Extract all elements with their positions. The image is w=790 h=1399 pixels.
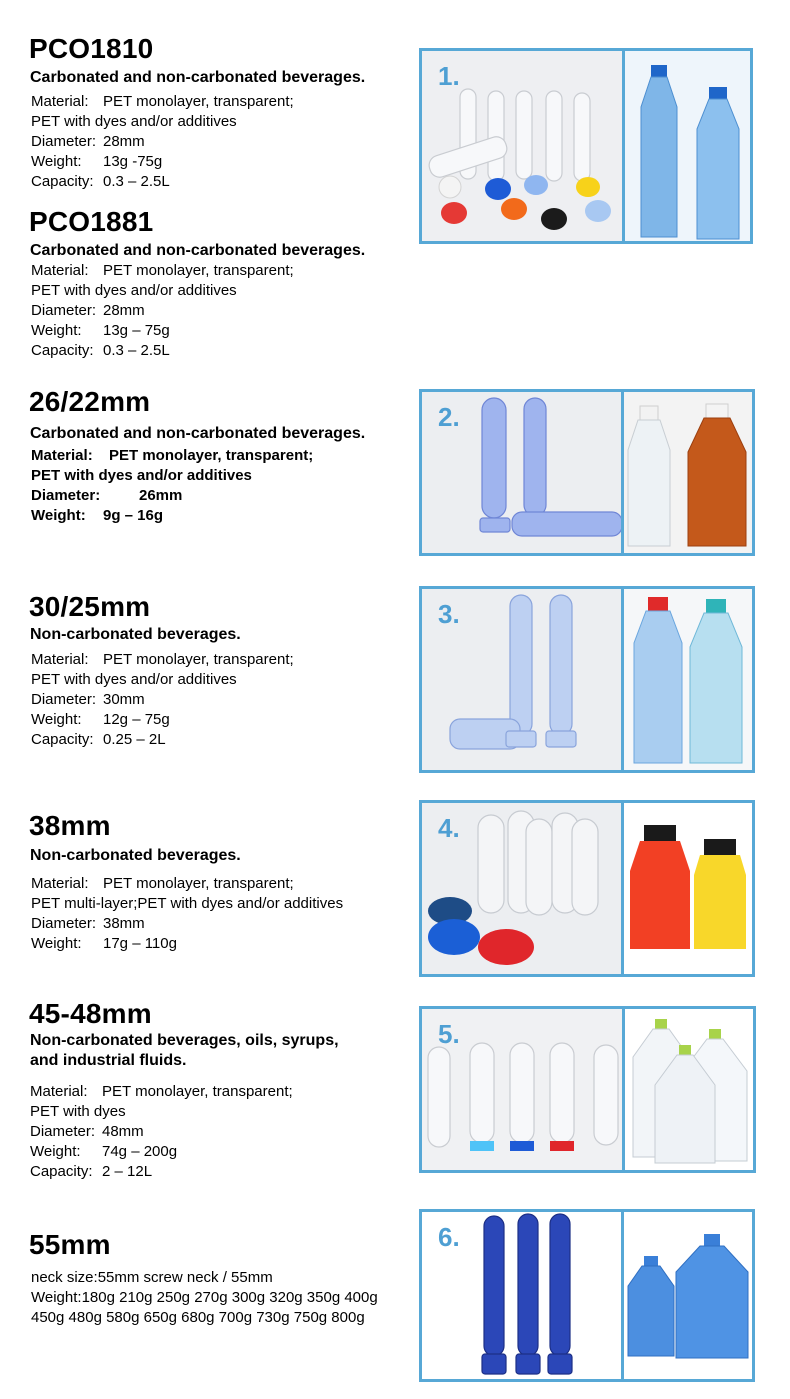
spec-row: Material: PET monolayer, transparent; <box>30 1083 293 1100</box>
spec-row: Weight:180g 210g 250g 270g 300g 320g 350g 400g <box>31 1289 378 1306</box>
spec-row: Diameter: 48mm <box>30 1123 144 1140</box>
spec-row: 450g 480g 580g 650g 680g 700g 730g 750g 800g <box>31 1309 365 1326</box>
spec-list-pco1810 <box>31 92 294 192</box>
section-title-30-25mm: 30/25mm <box>29 591 151 622</box>
preform-image <box>422 803 624 974</box>
panel-number: 5. <box>438 1019 460 1049</box>
spec-row: Weight: 9g – 16g <box>31 507 164 524</box>
spec-row: Material: PET monolayer, transparent; <box>31 447 314 464</box>
section-subtitle-pco1810: Carbonated and non-carbonated beverages. <box>30 69 366 86</box>
spec-list-45-48mm <box>30 1082 293 1182</box>
section-title-45-48mm: 45-48mm <box>29 998 152 1029</box>
section-subtitle-38mm: Non-carbonated beverages. <box>30 847 241 864</box>
bottle-image <box>621 1212 752 1379</box>
panel-number: 1. <box>438 61 460 91</box>
water-bottles-illustration <box>624 589 752 770</box>
section-subtitle-pco1881: Carbonated and non-carbonated beverages. <box>30 242 366 259</box>
spec-row: Weight: 74g – 200g <box>30 1143 178 1160</box>
spec-list-pco1881 <box>31 261 294 361</box>
spec-row: Diameter: 28mm <box>31 302 145 319</box>
spec-row: Material: PET monolayer, transparent; <box>31 875 294 892</box>
panel-number: 2. <box>438 402 460 432</box>
product-panel-3 <box>419 586 755 773</box>
section-subtitle-30-25mm: Non-carbonated beverages. <box>30 626 241 643</box>
section-title-pco1810: PCO1810 <box>29 33 154 64</box>
large-bottles-illustration <box>625 1009 753 1170</box>
section-subtitle-26-22mm: Carbonated and non-carbonated beverages. <box>30 425 366 442</box>
spec-list-30-25mm <box>31 650 294 750</box>
spec-row: Weight: 13g – 75g <box>31 322 170 339</box>
preform-image <box>422 392 624 553</box>
section-title-26-22mm: 26/22mm <box>29 386 151 417</box>
spec-list-26-22mm <box>31 446 313 526</box>
spec-row: Diameter: 30mm <box>31 691 145 708</box>
spec-row: Capacity: 2 – 12L <box>30 1163 153 1180</box>
product-panel-5 <box>419 1006 756 1173</box>
product-panel-6 <box>419 1209 755 1382</box>
spec-row: Capacity: 0.3 – 2.5L <box>31 173 170 190</box>
spec-list-38mm <box>31 874 343 954</box>
preform-image <box>422 589 624 770</box>
spec-row: Diameter: 38mm <box>31 915 145 932</box>
spec-row: Material: PET monolayer, transparent; <box>31 651 294 668</box>
spec-row: Material: PET monolayer, transparent; <box>31 93 294 110</box>
spec-row: Weight: 13g -75g <box>31 153 163 170</box>
panel-number: 4. <box>438 813 460 843</box>
product-panel-2 <box>419 389 755 556</box>
section-title-pco1881: PCO1881 <box>29 206 154 237</box>
water-bottles-illustration <box>625 51 750 241</box>
product-panel-4 <box>419 800 755 977</box>
spec-row: Material: PET monolayer, transparent; <box>31 262 294 279</box>
water-jugs-illustration <box>624 1212 752 1379</box>
bottle-image <box>621 803 752 974</box>
panel-number: 6. <box>438 1222 460 1252</box>
bottle-image <box>622 51 750 241</box>
bottle-image <box>621 392 752 553</box>
spec-row: Diameter: 28mm <box>31 133 145 150</box>
spec-row: Capacity: 0.25 – 2L <box>31 731 166 748</box>
spec-row: Weight: 12g – 75g <box>31 711 170 728</box>
spec-row: Weight: 17g – 110g <box>31 935 177 952</box>
spec-row: neck size:55mm screw neck / 55mm <box>31 1269 273 1286</box>
spec-row: PET with dyes <box>30 1103 126 1120</box>
spec-row: PET with dyes and/or additives <box>31 113 237 130</box>
spec-row: PET with dyes and/or additives <box>31 671 237 688</box>
preform-image <box>422 1212 624 1379</box>
bottle-image <box>621 589 752 770</box>
spec-row: Capacity: 0.3 – 2.5L <box>31 342 170 359</box>
bottle-image <box>622 1009 753 1170</box>
spec-row: Diameter: 26mm <box>31 487 183 504</box>
preform-image <box>422 1009 625 1170</box>
spec-row: PET with dyes and/or additives <box>31 467 252 484</box>
product-panel-1 <box>419 48 753 244</box>
spec-row: PET with dyes and/or additives <box>31 282 237 299</box>
section-subtitle-45-48mm: Non-carbonated beverages, oils, syrups, and industrial fluids. <box>30 1032 339 1069</box>
spec-list-55mm <box>31 1268 378 1328</box>
section-title-55mm: 55mm <box>29 1229 111 1260</box>
preform-image <box>422 51 625 241</box>
amber-bottles-illustration <box>624 392 752 553</box>
panel-number: 3. <box>438 599 460 629</box>
section-title-38mm: 38mm <box>29 810 111 841</box>
spec-row: PET multi-layer;PET with dyes and/or additives <box>31 895 344 912</box>
juice-bottles-illustration <box>624 803 752 974</box>
